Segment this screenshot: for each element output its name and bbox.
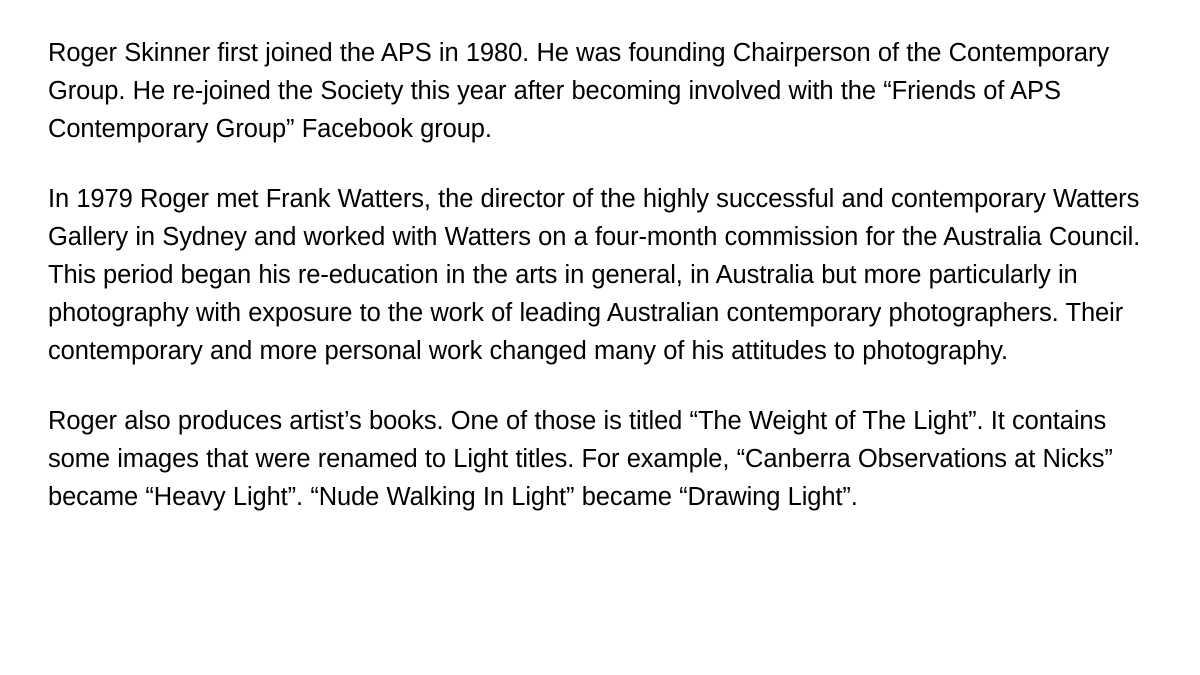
paragraph-1: Roger Skinner first joined the APS in 1980. He was founding Chairperson of the Contemporary Group. He re-joined the Society this year after becoming involved with the “Friends of APS Contemporary Group” Facebook group. [48, 39, 1110, 143]
paragraph-3: Roger also produces artist’s books. One of those is titled “The Weight of The Light”. It contains some images that were renamed to Light titles. For example, “Canberra Observations at Nicks” became “Heavy Light”. “Nude Walking In Light” became “Drawing Light”. [48, 407, 1113, 511]
paragraph-2: In 1979 Roger met Frank Watters, the director of the highly successful and contemporary Watters Gallery in Sydney and worked with Watters on a four-month commission for the Australia Council. This period began his re-education in the arts in general, in Australia but more particularly in photography with exposure to the work of leading Australian contemporary photographers. Their contemporary and more personal work changed many of his attitudes to photography. [48, 185, 1141, 365]
